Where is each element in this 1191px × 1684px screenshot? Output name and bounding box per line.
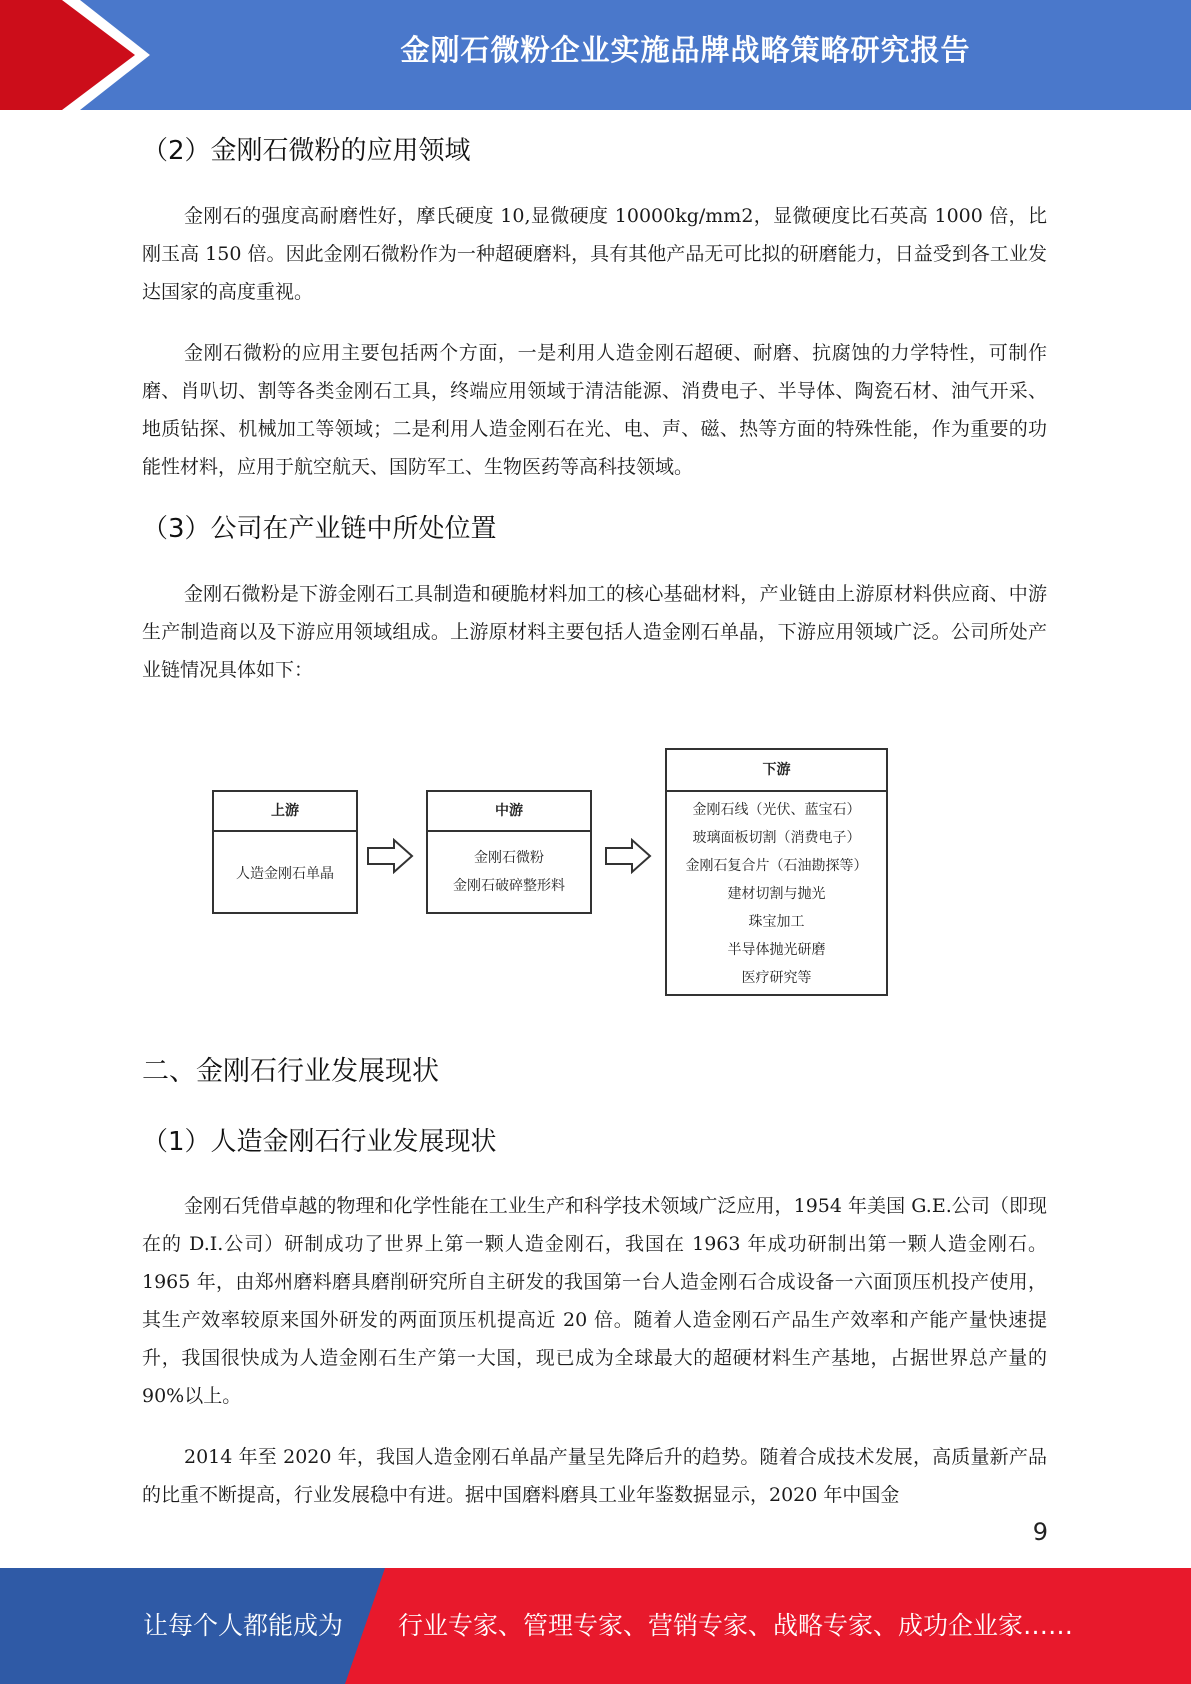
arrow-right-icon — [366, 838, 416, 874]
section-heading-artificial-diamond: （1）人造金刚石行业发展现状 — [142, 1127, 497, 1157]
midstream-item: 金刚石破碎整形料 — [453, 878, 565, 894]
downstream-item: 金刚石线（光伏、蓝宝石） — [692, 802, 861, 818]
midstream-item: 金刚石微粉 — [474, 850, 544, 866]
midstream-box — [426, 790, 592, 914]
section-heading-application: （2）金刚石微粉的应用领域 — [142, 136, 471, 166]
upstream-box — [212, 790, 358, 914]
industry-chain-diagram — [0, 740, 1191, 1000]
section-heading-position: （3）公司在产业链中所处位置 — [142, 514, 497, 544]
page-header — [0, 0, 1191, 110]
chapter-heading: 二、金刚石行业发展现状 — [142, 1056, 439, 1087]
downstream-item: 半导体抛光研磨 — [727, 942, 826, 958]
downstream-item: 医疗研究等 — [741, 970, 812, 986]
paragraph-industry-chain: 金刚石微粉是下游金刚石工具制造和硬脆材料加工的核心基础材料，产业链由上游原材料供应商、中游生产制造商以及下游应用领域组成。上游原材料主要包括人造金刚石单晶，下游应用领域广泛。公司所处产业链情况具体如下： — [142, 583, 1047, 681]
downstream-item: 建材切割与抛光 — [727, 886, 826, 902]
footer-slogan-lead: 让每个人都能成为 — [143, 1611, 344, 1640]
paragraph-hardness: 金刚石的强度高耐磨性好，摩氏硬度 10,显微硬度 10000kg/mm2，显微硬度比石英高 1000 倍，比刚玉高 150 倍。因此金刚石微粉作为一种超硬磨料，具有其他产品无可比拟的研磨能力，日益受到各工业发达国家的高度重视。 — [142, 205, 1047, 303]
arrow-right-icon — [604, 838, 654, 874]
paragraph-history: 金刚石凭借卓越的物理和化学性能在工业生产和科学技术领域广泛应用，1954 年美国 G.E.公司（即现在的 D.I.公司）研制成功了世界上第一颗人造金刚石，我国在 1963 年成功研制出第一颗人造金刚石。1965 年，由郑州磨料磨具磨削研究所自主研发的我国第一台人造金刚石合成设备一六面顶压机投产使用，其生产效率较原来国外研发的两面顶压机提高近 20 倍。随着人造金刚石产品生产效率和产能产量快速提升，我国很快成为人造金刚石生产第一大国，现已成为全球最大的超硬材料生产基地，占据世界总产量的 90%以上。 — [142, 1195, 1047, 1407]
downstream-item: 金刚石复合片（石油勘探等） — [685, 858, 868, 874]
paragraph-applications: 金刚石微粉的应用主要包括两个方面，一是利用人造金刚石超硬、耐磨、抗腐蚀的力学特性，可制作磨、肖叭切、割等各类金刚石工具，终端应用领域于清洁能源、消费电子、半导体、陶瓷石材、油气开采、地质钻探、机械加工等领域；二是利用人造金刚石在光、电、声、磁、热等方面的特殊性能，作为重要的功能性材料，应用于航空航天、国防军工、生物医药等高科技领域。 — [142, 342, 1047, 478]
page-footer — [0, 1568, 1191, 1684]
midstream-title: 中游 — [428, 792, 590, 832]
downstream-item: 玻璃面板切割（消费电子） — [692, 830, 861, 846]
paragraph-production-trend: 2014 年至 2020 年，我国人造金刚石单晶产量呈先降后升的趋势。随着合成技术发展，高质量新产品的比重不断提高，行业发展稳中有进。据中国磨料磨具工业年鉴数据显示，2020 年中国金 — [142, 1446, 1047, 1506]
report-title: 金刚石微粉企业实施品牌战略策略研究报告 — [400, 33, 971, 67]
footer-slogan-roles: 行业专家、管理专家、营销专家、战略专家、成功企业家…… — [398, 1611, 1074, 1640]
page-number: 9 — [1032, 1518, 1048, 1546]
upstream-item: 人造金刚石单晶 — [236, 866, 334, 882]
downstream-title: 下游 — [667, 750, 886, 792]
upstream-title: 上游 — [214, 792, 356, 832]
downstream-item: 珠宝加工 — [748, 914, 805, 930]
downstream-box — [665, 748, 888, 996]
